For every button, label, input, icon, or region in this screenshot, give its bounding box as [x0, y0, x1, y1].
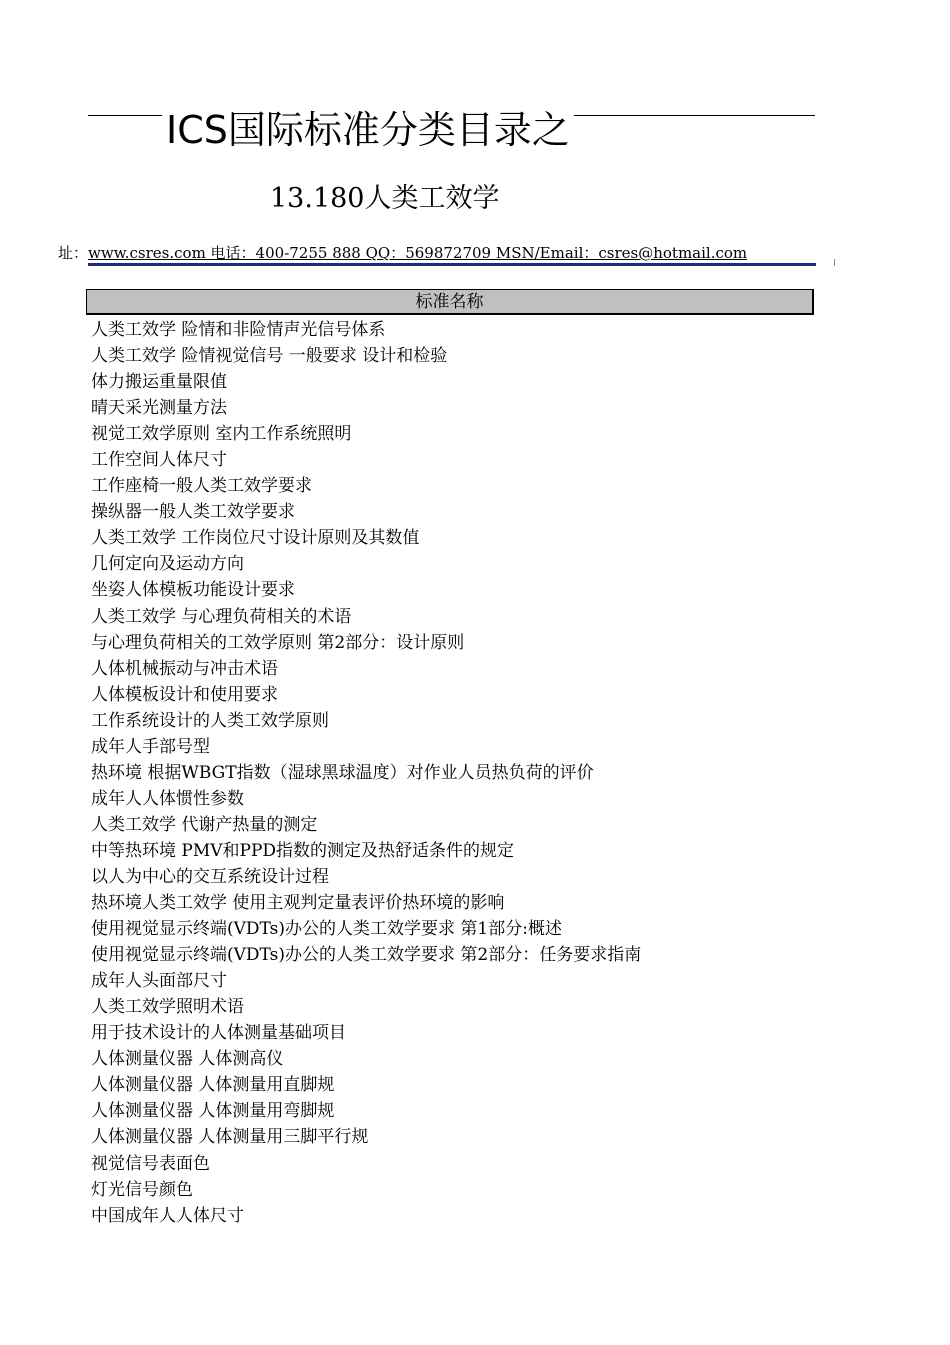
table-row: 人类工效学 工作岗位尺寸设计原则及其数值 — [91, 528, 420, 549]
table-row: 成年人手部号型 — [91, 736, 210, 757]
table-row: 坐姿人体模板功能设计要求 — [91, 580, 295, 601]
table-row: 以人为中心的交互系统设计过程 — [91, 866, 329, 887]
table-row: 人类工效学 险情和非险情声光信号体系 — [91, 320, 386, 340]
contact-underline-rule — [88, 263, 816, 266]
page-title: ICS国际标准分类目录之 — [162, 104, 574, 156]
table-row: 体力搬运重量限值 — [91, 372, 227, 393]
table-row: 人类工效学 代谢产热量的测定 — [91, 814, 318, 835]
table-row: 工作系统设计的人类工效学原则 — [91, 710, 329, 731]
table-row: 用于技术设计的人体测量基础项目 — [91, 1023, 346, 1044]
table-row: 成年人人体惯性参数 — [91, 788, 244, 809]
table-row: 人体模板设计和使用要求 — [91, 684, 278, 705]
contact-prefix: 址： — [58, 244, 89, 262]
table-row: 人体测量仪器 人体测量用三脚平行规 — [91, 1127, 369, 1148]
table-row: 热环境 根据WBGT指数（湿球黑球温度）对作业人员热负荷的评价 — [91, 762, 594, 783]
table-row: 视觉工效学原则 室内工作系统照明 — [91, 424, 352, 445]
table-row: 使用视觉显示终端(VDTs)办公的人类工效学要求 第2部分：任务要求指南 — [91, 945, 642, 966]
table-row: 人体测量仪器 人体测量用直脚规 — [91, 1075, 335, 1096]
edge-tick — [834, 259, 835, 266]
table-row: 工作座椅一般人类工效学要求 — [91, 476, 312, 497]
table-row: 中国成年人人体尺寸 — [91, 1205, 244, 1226]
table-row: 人类工效学 与心理负荷相关的术语 — [91, 606, 352, 627]
table-row: 工作空间人体尺寸 — [91, 450, 227, 471]
table-row: 中等热环境 PMV和PPD指数的测定及热舒适条件的规定 — [91, 840, 515, 861]
table-row: 与心理负荷相关的工效学原则 第2部分：设计原则 — [91, 632, 465, 653]
table-row: 热环境人类工效学 使用主观判定量表评价热环境的影响 — [91, 893, 505, 914]
table-row: 灯光信号颜色 — [91, 1179, 193, 1200]
table-row: 人类工效学 险情视觉信号 一般要求 设计和检验 — [91, 346, 448, 367]
contact-line — [58, 242, 747, 264]
contact-link[interactable]: www.csres.com 电话：400-7255 888 QQ：569872709 MSN/Email：csres@hotmail.com — [88, 244, 748, 262]
standards-list — [91, 317, 641, 1229]
page-subtitle: 13.180人类工效学 — [270, 183, 500, 214]
table-row: 成年人头面部尺寸 — [91, 971, 227, 992]
table-row: 人类工效学照明术语 — [91, 997, 244, 1018]
table-row: 使用视觉显示终端(VDTs)办公的人类工效学要求 第1部分:概述 — [91, 919, 562, 940]
table-row: 人体机械振动与冲击术语 — [91, 658, 278, 679]
table-row: 操纵器一般人类工效学要求 — [91, 502, 295, 523]
table-row: 几何定向及运动方向 — [91, 554, 244, 575]
table-row: 人体测量仪器 人体测高仪 — [91, 1049, 284, 1070]
table-column-header: 标准名称 — [86, 289, 814, 315]
table-row: 人体测量仪器 人体测量用弯脚规 — [91, 1101, 335, 1122]
table-row: 视觉信号表面色 — [91, 1153, 210, 1174]
table-row: 晴天采光测量方法 — [91, 398, 227, 419]
